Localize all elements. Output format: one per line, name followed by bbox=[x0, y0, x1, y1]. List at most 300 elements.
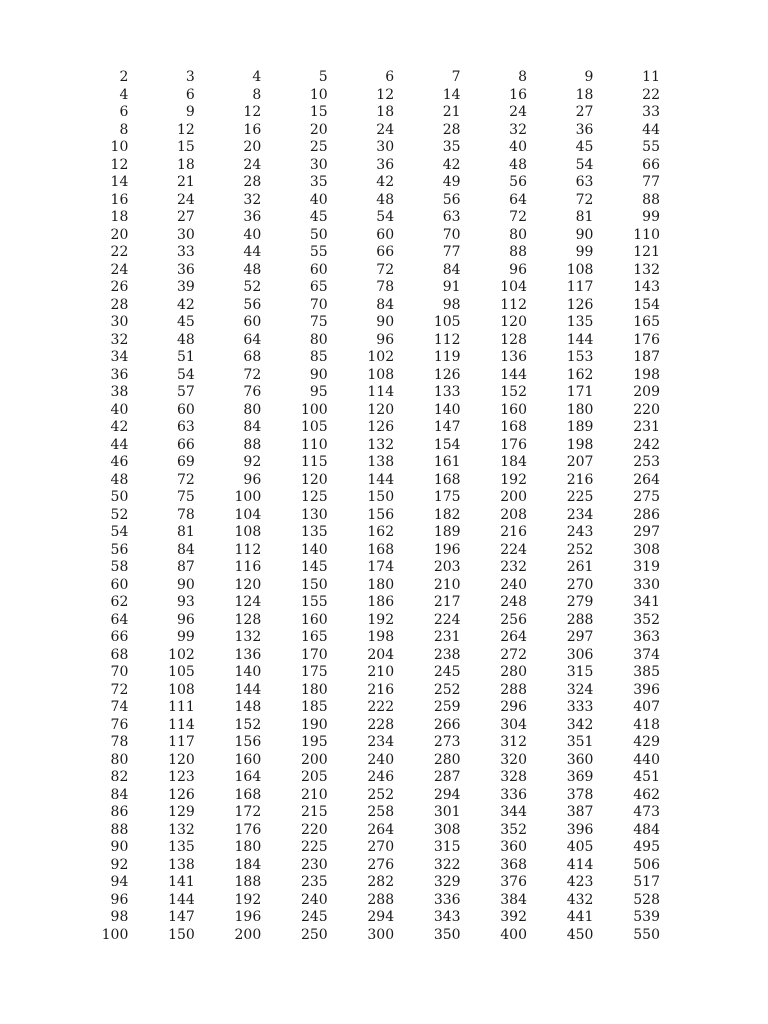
table-cell: 297 bbox=[633, 524, 660, 540]
table-cell: 170 bbox=[300, 646, 328, 663]
table-cell: 95 bbox=[309, 384, 328, 400]
table-cell: 56 bbox=[442, 191, 461, 208]
table-cell: 432 bbox=[566, 891, 594, 908]
table-cell: 245 bbox=[433, 664, 461, 680]
table-row bbox=[72, 822, 660, 840]
table-cell: 315 bbox=[566, 664, 594, 680]
table-cell: 30 bbox=[376, 139, 395, 155]
table-cell: 238 bbox=[433, 646, 461, 663]
table-cell: 144 bbox=[500, 366, 527, 383]
table-row bbox=[72, 437, 660, 455]
table-cell: 168 bbox=[500, 419, 527, 435]
table-cell: 88 bbox=[509, 244, 527, 260]
table-cell: 126 bbox=[367, 419, 395, 435]
table-cell: 105 bbox=[168, 664, 195, 680]
table-cell: 240 bbox=[500, 576, 527, 593]
table-cell: 44 bbox=[642, 121, 660, 138]
table-cell: 84 bbox=[243, 419, 262, 435]
table-cell: 88 bbox=[642, 191, 660, 208]
table-cell: 228 bbox=[367, 716, 395, 733]
table-cell: 186 bbox=[367, 594, 395, 610]
table-cell: 99 bbox=[642, 209, 660, 225]
table-cell: 308 bbox=[433, 821, 461, 838]
table-cell: 48 bbox=[176, 331, 195, 348]
table-cell: 128 bbox=[500, 331, 527, 348]
table-cell: 462 bbox=[633, 786, 660, 803]
table-cell: 120 bbox=[300, 471, 328, 488]
table-row bbox=[72, 279, 660, 297]
table-cell: 126 bbox=[566, 296, 594, 313]
table-cell: 209 bbox=[633, 384, 660, 400]
table-cell: 246 bbox=[367, 769, 395, 785]
table-cell: 45 bbox=[176, 314, 195, 330]
table-cell: 203 bbox=[433, 559, 461, 575]
table-cell: 222 bbox=[367, 699, 395, 715]
table-cell: 176 bbox=[234, 821, 262, 838]
table-cell: 125 bbox=[300, 489, 328, 505]
table-cell: 66 bbox=[110, 629, 129, 645]
table-row bbox=[72, 752, 660, 770]
table-row bbox=[72, 647, 660, 665]
table-cell: 132 bbox=[234, 629, 262, 645]
table-cell: 272 bbox=[500, 646, 527, 663]
table-cell: 18 bbox=[110, 209, 129, 225]
table-cell: 387 bbox=[566, 804, 594, 820]
table-cell: 252 bbox=[566, 541, 594, 558]
table-cell: 352 bbox=[633, 611, 660, 628]
table-cell: 200 bbox=[234, 926, 262, 943]
table-cell: 16 bbox=[110, 191, 129, 208]
table-cell: 296 bbox=[500, 699, 527, 715]
table-cell: 165 bbox=[300, 629, 328, 645]
table-cell: 26 bbox=[110, 279, 129, 295]
table-cell: 74 bbox=[110, 699, 129, 715]
table-cell: 34 bbox=[110, 349, 129, 365]
table-cell: 240 bbox=[367, 751, 395, 768]
table-row bbox=[72, 314, 660, 332]
table-row bbox=[72, 734, 660, 752]
table-cell: 28 bbox=[442, 121, 461, 138]
table-cell: 190 bbox=[300, 716, 328, 733]
table-cell: 24 bbox=[376, 121, 395, 138]
table-cell: 204 bbox=[367, 646, 395, 663]
table-cell: 36 bbox=[243, 209, 262, 225]
table-row bbox=[72, 349, 660, 367]
table-cell: 56 bbox=[110, 541, 129, 558]
table-cell: 198 bbox=[633, 366, 660, 383]
table-cell: 90 bbox=[575, 226, 594, 243]
table-cell: 129 bbox=[168, 804, 195, 820]
table-cell: 60 bbox=[309, 261, 328, 278]
table-cell: 28 bbox=[243, 174, 262, 190]
table-cell: 21 bbox=[442, 104, 461, 120]
table-cell: 55 bbox=[309, 244, 328, 260]
table-row bbox=[72, 507, 660, 525]
table-cell: 216 bbox=[566, 471, 594, 488]
table-cell: 336 bbox=[500, 786, 527, 803]
table-cell: 12 bbox=[176, 121, 195, 138]
table-cell: 259 bbox=[433, 699, 461, 715]
table-cell: 44 bbox=[243, 244, 262, 260]
table-cell: 39 bbox=[176, 279, 195, 295]
table-cell: 22 bbox=[642, 86, 660, 103]
table-cell: 400 bbox=[500, 926, 527, 943]
table-cell: 264 bbox=[633, 471, 660, 488]
table-cell: 15 bbox=[176, 139, 195, 155]
table-cell: 168 bbox=[433, 471, 461, 488]
table-cell: 35 bbox=[442, 139, 461, 155]
table-cell: 234 bbox=[367, 734, 395, 750]
table-cell: 232 bbox=[500, 559, 527, 575]
table-cell: 104 bbox=[234, 506, 262, 523]
table-cell: 54 bbox=[176, 366, 195, 383]
table-cell: 12 bbox=[243, 104, 262, 120]
table-cell: 84 bbox=[376, 296, 395, 313]
table-cell: 320 bbox=[500, 751, 527, 768]
table-cell: 124 bbox=[234, 594, 262, 610]
table-row bbox=[72, 104, 660, 122]
table-cell: 80 bbox=[509, 226, 527, 243]
table-cell: 52 bbox=[243, 279, 262, 295]
table-cell: 120 bbox=[367, 401, 395, 418]
table-cell: 288 bbox=[566, 611, 594, 628]
table-cell: 156 bbox=[367, 506, 395, 523]
table-cell: 180 bbox=[367, 576, 395, 593]
table-cell: 123 bbox=[168, 769, 195, 785]
table-cell: 294 bbox=[433, 786, 461, 803]
table-cell: 66 bbox=[642, 156, 660, 173]
table-cell: 144 bbox=[234, 681, 262, 698]
table-cell: 280 bbox=[500, 664, 527, 680]
table-cell: 154 bbox=[433, 436, 461, 453]
table-cell: 195 bbox=[300, 734, 328, 750]
table-cell: 287 bbox=[433, 769, 461, 785]
table-cell: 258 bbox=[367, 804, 395, 820]
table-cell: 112 bbox=[234, 541, 262, 558]
table-cell: 136 bbox=[500, 349, 527, 365]
table-cell: 450 bbox=[566, 926, 594, 943]
table-cell: 76 bbox=[243, 384, 262, 400]
table-cell: 150 bbox=[300, 576, 328, 593]
table-cell: 92 bbox=[243, 454, 262, 470]
table-cell: 105 bbox=[433, 314, 461, 330]
table-cell: 11 bbox=[642, 69, 660, 85]
table-cell: 156 bbox=[234, 734, 262, 750]
table-cell: 90 bbox=[376, 314, 395, 330]
table-cell: 12 bbox=[110, 156, 129, 173]
table-cell: 224 bbox=[433, 611, 461, 628]
table-cell: 308 bbox=[633, 541, 660, 558]
table-cell: 16 bbox=[509, 86, 527, 103]
table-cell: 72 bbox=[509, 209, 527, 225]
table-cell: 72 bbox=[376, 261, 395, 278]
table-cell: 27 bbox=[176, 209, 195, 225]
table-cell: 80 bbox=[309, 331, 328, 348]
table-cell: 376 bbox=[500, 874, 527, 890]
table-cell: 168 bbox=[234, 786, 262, 803]
table-cell: 184 bbox=[234, 856, 262, 873]
table-cell: 84 bbox=[110, 786, 129, 803]
table-cell: 220 bbox=[300, 821, 328, 838]
table-cell: 160 bbox=[300, 611, 328, 628]
table-row bbox=[72, 682, 660, 700]
table-cell: 392 bbox=[500, 909, 527, 925]
table-cell: 63 bbox=[575, 174, 594, 190]
table-cell: 115 bbox=[300, 454, 328, 470]
table-cell: 273 bbox=[433, 734, 461, 750]
table-row bbox=[72, 244, 660, 262]
table-cell: 207 bbox=[566, 454, 594, 470]
table-cell: 54 bbox=[376, 209, 395, 225]
table-cell: 78 bbox=[176, 506, 195, 523]
table-cell: 484 bbox=[633, 821, 660, 838]
table-cell: 2 bbox=[119, 69, 129, 85]
table-cell: 72 bbox=[243, 366, 262, 383]
table-cell: 301 bbox=[433, 804, 461, 820]
table-cell: 30 bbox=[176, 226, 195, 243]
table-row bbox=[72, 209, 660, 227]
table-cell: 550 bbox=[633, 926, 660, 943]
table-cell: 176 bbox=[500, 436, 527, 453]
table-row bbox=[72, 367, 660, 385]
table-cell: 36 bbox=[176, 261, 195, 278]
table-cell: 152 bbox=[234, 716, 262, 733]
table-cell: 150 bbox=[367, 489, 395, 505]
table-row bbox=[72, 664, 660, 682]
table-cell: 35 bbox=[309, 174, 328, 190]
table-cell: 6 bbox=[119, 104, 129, 120]
table-cell: 176 bbox=[633, 331, 660, 348]
table-cell: 77 bbox=[642, 174, 660, 190]
table-cell: 70 bbox=[442, 226, 461, 243]
table-cell: 132 bbox=[168, 821, 195, 838]
table-row bbox=[72, 612, 660, 630]
table-cell: 36 bbox=[575, 121, 594, 138]
table-cell: 48 bbox=[376, 191, 395, 208]
table-cell: 64 bbox=[243, 331, 262, 348]
table-cell: 70 bbox=[110, 664, 129, 680]
table-cell: 96 bbox=[376, 331, 395, 348]
table-cell: 16 bbox=[243, 121, 262, 138]
table-cell: 288 bbox=[500, 681, 527, 698]
table-cell: 130 bbox=[300, 506, 328, 523]
table-cell: 110 bbox=[300, 436, 328, 453]
table-cell: 8 bbox=[252, 86, 262, 103]
table-cell: 328 bbox=[500, 769, 527, 785]
table-cell: 217 bbox=[433, 594, 461, 610]
table-cell: 69 bbox=[176, 454, 195, 470]
table-cell: 63 bbox=[176, 419, 195, 435]
table-cell: 187 bbox=[633, 349, 660, 365]
table-cell: 210 bbox=[367, 664, 395, 680]
table-cell: 144 bbox=[566, 331, 594, 348]
table-cell: 50 bbox=[309, 226, 328, 243]
table-cell: 192 bbox=[500, 471, 527, 488]
table-cell: 78 bbox=[110, 734, 129, 750]
table-cell: 242 bbox=[633, 436, 660, 453]
table-cell: 8 bbox=[119, 121, 129, 138]
table-cell: 133 bbox=[433, 384, 461, 400]
table-cell: 147 bbox=[433, 419, 461, 435]
table-row bbox=[72, 559, 660, 577]
table-cell: 495 bbox=[633, 839, 660, 855]
table-cell: 4 bbox=[119, 86, 129, 103]
table-cell: 25 bbox=[309, 139, 328, 155]
table-cell: 112 bbox=[433, 331, 461, 348]
table-cell: 116 bbox=[234, 559, 262, 575]
table-cell: 75 bbox=[176, 489, 195, 505]
table-cell: 92 bbox=[110, 856, 129, 873]
table-cell: 120 bbox=[234, 576, 262, 593]
table-cell: 18 bbox=[176, 156, 195, 173]
table-cell: 341 bbox=[633, 594, 660, 610]
table-cell: 315 bbox=[433, 839, 461, 855]
table-row bbox=[72, 577, 660, 595]
table-cell: 117 bbox=[566, 279, 594, 295]
table-cell: 119 bbox=[433, 349, 461, 365]
table-row bbox=[72, 892, 660, 910]
table-cell: 60 bbox=[110, 576, 129, 593]
table-cell: 220 bbox=[633, 401, 660, 418]
table-row bbox=[72, 489, 660, 507]
table-cell: 279 bbox=[566, 594, 594, 610]
table-cell: 32 bbox=[110, 331, 129, 348]
table-cell: 40 bbox=[509, 139, 527, 155]
table-cell: 9 bbox=[584, 69, 594, 85]
table-cell: 266 bbox=[433, 716, 461, 733]
table-cell: 60 bbox=[243, 314, 262, 330]
table-cell: 98 bbox=[110, 909, 129, 925]
table-cell: 96 bbox=[509, 261, 527, 278]
table-cell: 80 bbox=[243, 401, 262, 418]
table-cell: 63 bbox=[442, 209, 461, 225]
table-cell: 175 bbox=[433, 489, 461, 505]
table-cell: 174 bbox=[367, 559, 395, 575]
table-cell: 264 bbox=[500, 629, 527, 645]
table-cell: 333 bbox=[566, 699, 594, 715]
table-cell: 374 bbox=[633, 646, 660, 663]
table-row bbox=[72, 927, 660, 945]
table-cell: 352 bbox=[500, 821, 527, 838]
table-cell: 144 bbox=[367, 471, 395, 488]
table-cell: 72 bbox=[110, 681, 129, 698]
table-cell: 111 bbox=[168, 699, 195, 715]
table-cell: 140 bbox=[234, 664, 262, 680]
table-cell: 108 bbox=[367, 366, 395, 383]
table-cell: 96 bbox=[243, 471, 262, 488]
table-cell: 360 bbox=[500, 839, 527, 855]
multiplication-table bbox=[72, 69, 660, 944]
table-cell: 368 bbox=[500, 856, 527, 873]
table-cell: 36 bbox=[376, 156, 395, 173]
table-cell: 360 bbox=[566, 751, 594, 768]
table-row bbox=[72, 384, 660, 402]
table-cell: 234 bbox=[566, 506, 594, 523]
table-cell: 132 bbox=[633, 261, 660, 278]
table-cell: 75 bbox=[309, 314, 328, 330]
table-cell: 102 bbox=[367, 349, 395, 365]
table-cell: 4 bbox=[252, 69, 262, 85]
table-cell: 168 bbox=[367, 541, 395, 558]
table-cell: 100 bbox=[101, 926, 129, 943]
table-cell: 94 bbox=[110, 874, 129, 890]
table-cell: 196 bbox=[433, 541, 461, 558]
table-cell: 252 bbox=[433, 681, 461, 698]
table-row bbox=[72, 839, 660, 857]
table-cell: 517 bbox=[633, 874, 660, 890]
table-cell: 180 bbox=[566, 401, 594, 418]
table-cell: 351 bbox=[566, 734, 594, 750]
table-cell: 363 bbox=[633, 629, 660, 645]
table-cell: 182 bbox=[433, 506, 461, 523]
table-cell: 189 bbox=[433, 524, 461, 540]
table-cell: 24 bbox=[509, 104, 527, 120]
table-cell: 126 bbox=[168, 786, 195, 803]
table-cell: 88 bbox=[243, 436, 262, 453]
table-cell: 276 bbox=[367, 856, 395, 873]
table-cell: 99 bbox=[176, 629, 195, 645]
table-cell: 48 bbox=[110, 471, 129, 488]
table-row bbox=[72, 787, 660, 805]
table-cell: 54 bbox=[110, 524, 129, 540]
table-cell: 60 bbox=[376, 226, 395, 243]
table-row bbox=[72, 174, 660, 192]
table-cell: 322 bbox=[433, 856, 461, 873]
table-cell: 253 bbox=[633, 454, 660, 470]
table-cell: 40 bbox=[110, 401, 129, 418]
table-cell: 52 bbox=[110, 506, 129, 523]
table-cell: 235 bbox=[300, 874, 328, 890]
table-cell: 78 bbox=[376, 279, 395, 295]
table-cell: 148 bbox=[234, 699, 262, 715]
table-cell: 224 bbox=[500, 541, 527, 558]
table-row bbox=[72, 122, 660, 140]
table-cell: 286 bbox=[633, 506, 660, 523]
table-cell: 32 bbox=[243, 191, 262, 208]
table-cell: 150 bbox=[168, 926, 195, 943]
table-cell: 81 bbox=[176, 524, 195, 540]
table-cell: 14 bbox=[110, 174, 129, 190]
table-cell: 18 bbox=[575, 86, 594, 103]
table-cell: 24 bbox=[243, 156, 262, 173]
table-cell: 407 bbox=[633, 699, 660, 715]
table-cell: 120 bbox=[168, 751, 195, 768]
table-cell: 215 bbox=[300, 804, 328, 820]
table-cell: 28 bbox=[110, 296, 129, 313]
table-cell: 240 bbox=[300, 891, 328, 908]
table-row bbox=[72, 909, 660, 927]
table-cell: 164 bbox=[234, 769, 262, 785]
table-cell: 68 bbox=[110, 646, 129, 663]
table-cell: 36 bbox=[110, 366, 129, 383]
table-row bbox=[72, 542, 660, 560]
table-cell: 297 bbox=[566, 629, 594, 645]
table-cell: 196 bbox=[234, 909, 262, 925]
table-cell: 140 bbox=[300, 541, 328, 558]
table-cell: 306 bbox=[566, 646, 594, 663]
table-cell: 225 bbox=[300, 839, 328, 855]
table-cell: 324 bbox=[566, 681, 594, 698]
table-cell: 261 bbox=[566, 559, 594, 575]
table-cell: 20 bbox=[243, 139, 262, 155]
table-cell: 66 bbox=[376, 244, 395, 260]
table-cell: 110 bbox=[633, 226, 660, 243]
table-cell: 32 bbox=[509, 121, 527, 138]
table-cell: 451 bbox=[633, 769, 660, 785]
table-row bbox=[72, 192, 660, 210]
table-cell: 423 bbox=[566, 874, 594, 890]
table-cell: 60 bbox=[176, 401, 195, 418]
